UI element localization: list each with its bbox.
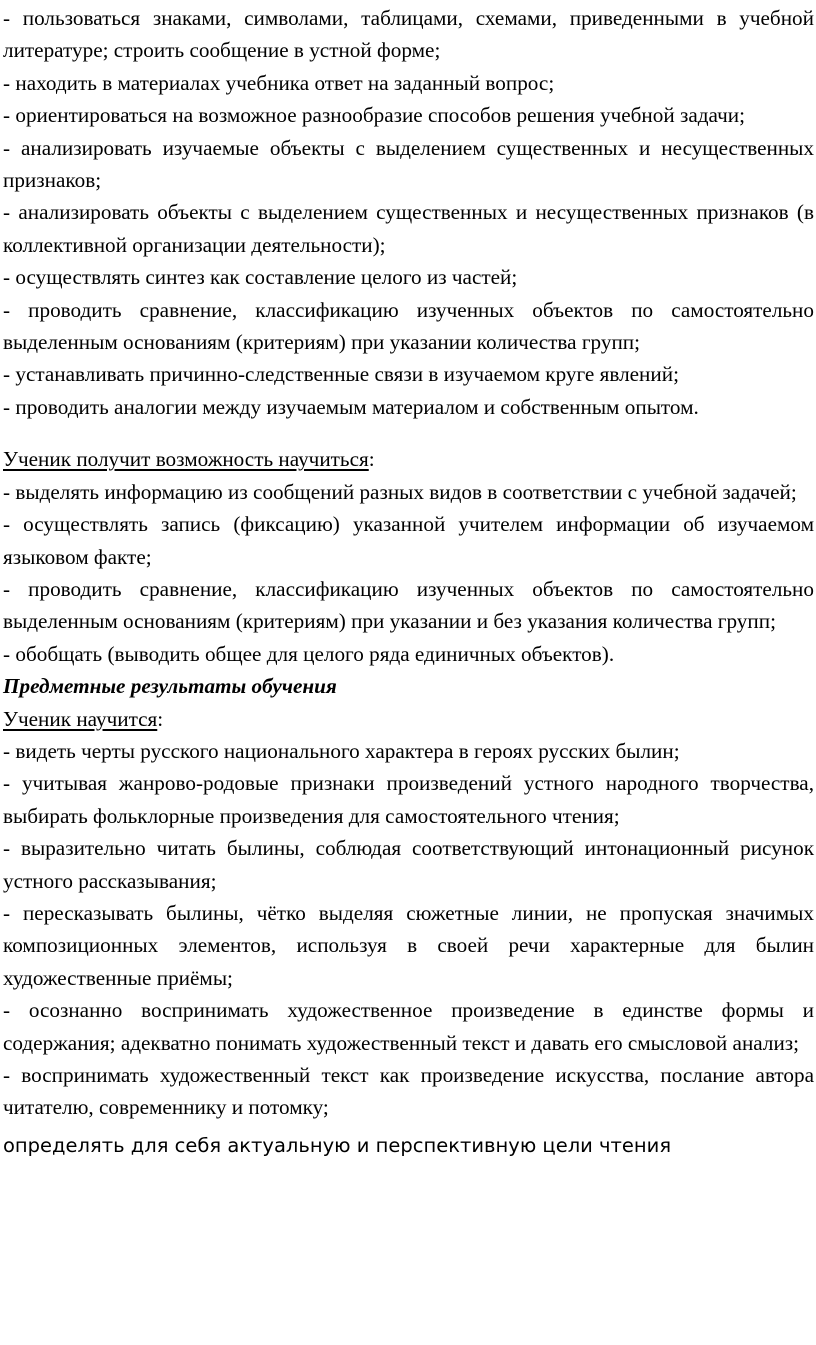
list-item: - осуществлять запись (фиксацию) указанной учителем информации об изучаемом языковом факте;	[3, 512, 814, 569]
list-item: - пользоваться знаками, символами, таблицами, схемами, приведенными в учебной литературе; строить сообщение в устной форме;	[3, 6, 814, 63]
list-item: - анализировать изучаемые объекты с выделением существенных и несущественных признаков;	[3, 135, 814, 193]
list-item: - осуществлять синтез как составление целого из частей;	[3, 265, 518, 290]
list-item: - проводить сравнение, классификацию изученных объектов по самостоятельно выделенным основаниям (критериям) при указании и без указания количества групп;	[3, 576, 814, 634]
section-label-line	[3, 443, 814, 475]
opportunity-label: Ученик получит возможность научиться	[3, 447, 369, 472]
label-colon: :	[368, 447, 375, 472]
list-item: - анализировать объекты с выделением существенных и несущественных признаков (в коллективной организации деятельности);	[3, 200, 814, 257]
section-heading: Предметные результаты обучения	[3, 674, 337, 699]
list-item: - находить в материалах учебника ответ на заданный вопрос;	[3, 70, 555, 95]
section-label-line	[3, 703, 814, 735]
footer-line: определять для себя актуальную и перспективную цели чтения	[3, 1133, 672, 1157]
list-item: - выделять информацию из сообщений разных видов в соответствии с учебной задачей;	[3, 479, 797, 504]
list-item: - ориентироваться на возможное разнообразие способов решения учебной задачи;	[3, 103, 745, 128]
list-item: - пересказывать былины, чётко выделяя сюжетные линии, не пропуская значимых композиционных элементов, используя в своей речи характерные для былин художественные приёмы;	[3, 900, 814, 990]
list-item: - проводить аналогии между изучаемым материалом и собственным опытом.	[3, 394, 699, 419]
list-item: - учитывая жанрово-родовые признаки произведений устного народного творчества, выбирать фольклорные произведения для самостоятельного чтения;	[3, 771, 814, 828]
list-item: - устанавливать причинно-следственные связи в изучаемом круге явлений;	[3, 362, 679, 387]
list-item: - воспринимать художественный текст как произведение искусства, послание автора читателю, современнику и потомку;	[3, 1063, 814, 1120]
learner-label: Ученик научится	[3, 706, 158, 731]
list-item: - осознанно воспринимать художественное произведение в единстве формы и содержания; адекватно понимать художественный текст и давать его смысловой анализ;	[3, 998, 814, 1055]
section-gap	[3, 423, 814, 443]
list-item: - проводить сравнение, классификацию изученных объектов по самостоятельно выделенным основаниям (критериям) при указании количества групп;	[3, 297, 814, 355]
list-item: - видеть черты русского национального характера в героях русских былин;	[3, 738, 680, 763]
list-item: - обобщать (выводить общее для целого ряда единичных объектов).	[3, 641, 615, 666]
list-item: - выразительно читать былины, соблюдая соответствующий интонационный рисунок устного рассказывания;	[3, 836, 814, 893]
label-colon: :	[157, 706, 164, 731]
